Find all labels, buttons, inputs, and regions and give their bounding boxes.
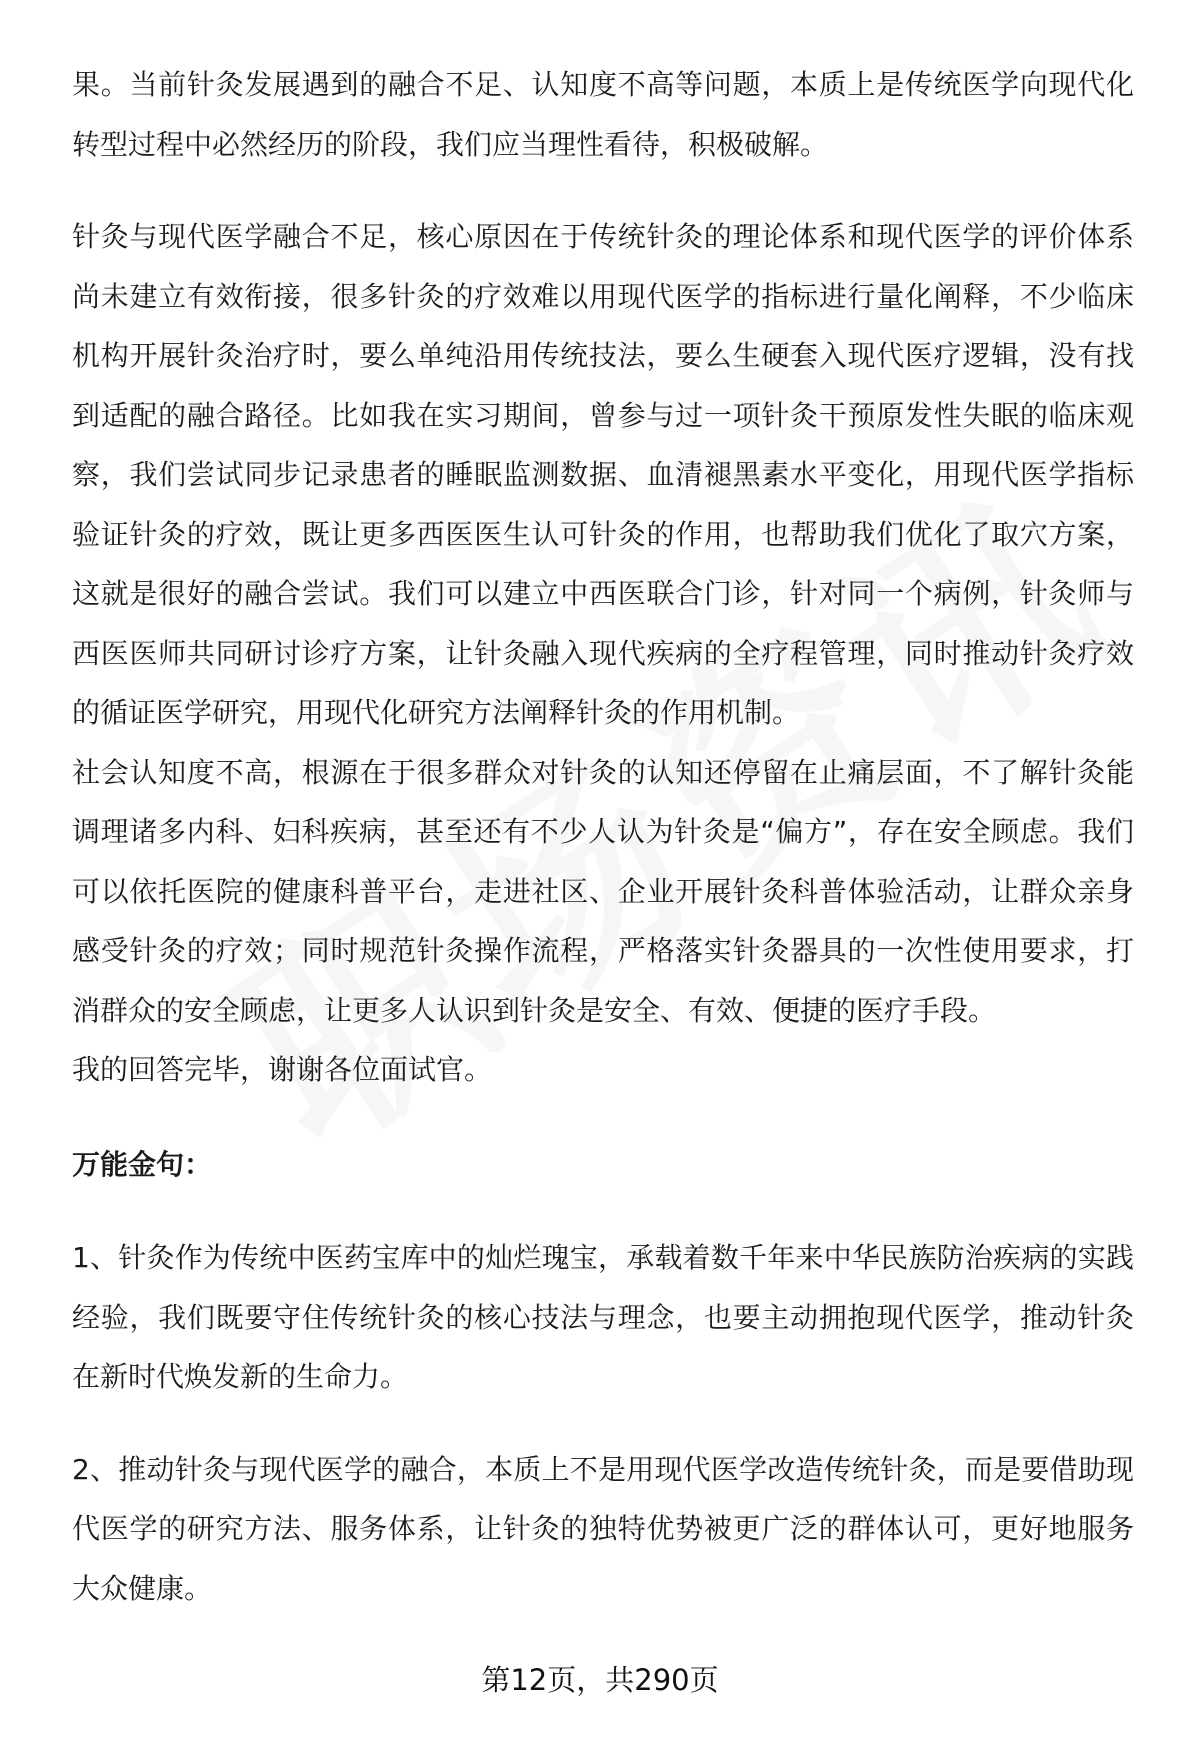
- paragraph-closing: 我的回答完毕，谢谢各位面试官。: [72, 1053, 493, 1086]
- golden-sentence-1: 1、针灸作为传统中医药宝库中的灿烂瑰宝，承载着数千年来中华民族防治疾病的实践经验，我们既要守住传统针灸的核心技法与理念，也要主动拥抱现代医学，推动针灸在新时代焕发新的生命力。: [72, 1241, 1134, 1393]
- golden-sentence-2: 2、推动针灸与现代医学的融合，本质上不是用现代医学改造传统针灸，而是要借助现代医学的研究方法、服务体系，让针灸的独特优势被更广泛的群体认可，更好地服务大众健康。: [72, 1452, 1134, 1605]
- page-number-footer: 第12页，共290页: [481, 1663, 719, 1697]
- paragraph-awareness: 社会认知度不高，根源在于很多群众对针灸的认知还停留在止痛层面，不了解针灸能调理诸多内科、妇科疾病，甚至还有不少人认为针灸是“偏方”，存在安全顾虑。我们可以依托医院的健康科普平台，走进社区、企业开展针灸科普体验活动，让群众亲身感受针灸的疗效；同时规范针灸操作流程，严格落实针灸器具的一次性使用要求，打消群众的安全顾虑，让更多人认识到针灸是安全、有效、便捷的医疗手段。: [72, 755, 1134, 1027]
- paragraph-intro-conclusion: 果。当前针灸发展遇到的融合不足、认知度不高等问题，本质上是传统医学向现代化转型过程中必然经历的阶段，我们应当理性看待，积极破解。: [72, 68, 1134, 161]
- document-body: [72, 55, 1134, 1618]
- section-heading: 万能金句：: [72, 1147, 213, 1181]
- paragraph-integration: 针灸与现代医学融合不足，核心原因在于传统针灸的理论体系和现代医学的评价体系尚未建立有效衔接，很多针灸的疗效难以用现代医学的指标进行量化阐释，不少临床机构开展针灸治疗时，要么单纯沿用传统技法，要么生硬套入现代医疗逻辑，没有找到适配的融合路径。比如我在实习期间，曾参与过一项针灸干预原发性失眠的临床观察，我们尝试同步记录患者的睡眠监测数据、血清褪黑素水平变化，用现代医学指标验证针灸的疗效，既让更多西医医生认可针灸的作用，也帮助我们优化了取穴方案，这就是很好的融合尝试。我们可以建立中西医联合门诊，针对同一个病例，针灸师与西医医师共同研讨诊疗方案，让针灸融入现代疾病的全疗程管理，同时推动针灸疗效的循证医学研究，用现代化研究方法阐释针灸的作用机制。: [72, 220, 1134, 729]
